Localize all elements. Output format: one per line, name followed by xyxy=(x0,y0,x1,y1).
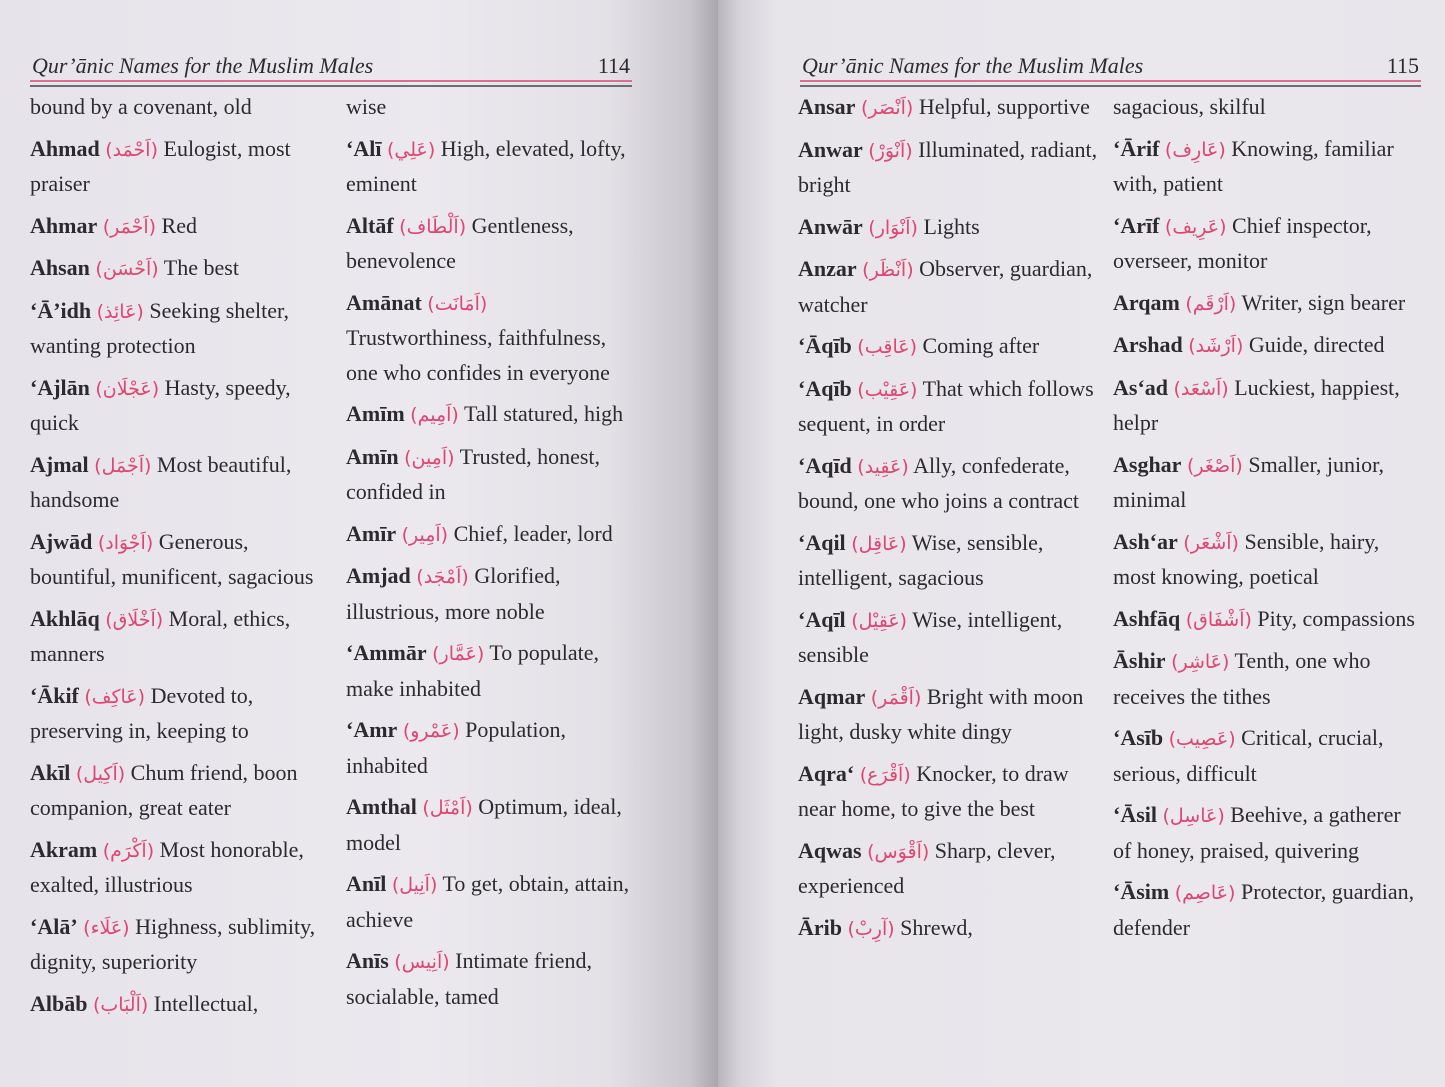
entry-definition: Knocker, to draw near home, to give the best xyxy=(798,760,1069,821)
entry-arabic: (اَشْفَاق) xyxy=(1185,608,1252,631)
left-page xyxy=(0,0,718,1087)
entry-definition: Most honorable, exalted, illustrious xyxy=(30,836,304,897)
entry-arabic: (عَصِيب) xyxy=(1168,728,1236,750)
entry-arabic: (اَمَانَت) xyxy=(427,292,488,315)
dictionary-entry xyxy=(30,987,340,1023)
dictionary-entry xyxy=(1113,371,1423,441)
entry-arabic: (عَرِيف) xyxy=(1164,215,1227,238)
right-page xyxy=(718,0,1445,1087)
dictionary-entry xyxy=(798,680,1108,750)
entry-name: As‘ad xyxy=(1113,374,1169,400)
entry-name: Ahsan xyxy=(30,255,90,280)
entry-arabic: (عَاسِل) xyxy=(1162,805,1225,827)
dictionary-entry xyxy=(30,251,340,287)
entry-arabic: (عَقِيد) xyxy=(857,455,909,478)
entry-name: Altāf xyxy=(346,212,394,238)
entry-arabic: (اَمِين) xyxy=(404,446,455,469)
entry-arabic: (اَجْوَاد) xyxy=(97,531,154,554)
dictionary-entry xyxy=(798,252,1108,322)
entry-name: Anīl xyxy=(346,871,387,896)
entry-arabic: (اَنْظَر) xyxy=(862,259,914,281)
entry-name: ‘Āsil xyxy=(1113,802,1157,827)
entry-name: Aqra‘ xyxy=(798,760,855,786)
running-head xyxy=(32,48,630,80)
dictionary-entry xyxy=(346,559,636,629)
entry-definition: Wise, intelligent, sensible xyxy=(798,606,1063,667)
entry-arabic: (عَلِي) xyxy=(386,138,436,161)
entry-definition: Bright with moon light, dusky white dingy xyxy=(798,683,1084,744)
dictionary-entry xyxy=(798,372,1108,442)
entry-definition: Generous, bountiful, munificent, sagacious xyxy=(30,528,314,589)
entry-arabic: (اَكِيل) xyxy=(75,762,126,785)
entry-definition: Writer, sign bearer xyxy=(1241,289,1406,315)
entry-arabic: (عَمَّار) xyxy=(432,643,485,665)
entry-arabic: (عَجْلَان) xyxy=(95,377,160,400)
entry-definition: Chum friend, boon companion, great eater xyxy=(30,759,298,820)
dictionary-entry xyxy=(798,526,1108,596)
dictionary-entry xyxy=(30,209,340,245)
entry-arabic: (اَلْطَاف) xyxy=(399,215,467,238)
entry-definition: Ally, confederate, bound, one who joins a contract xyxy=(798,452,1080,513)
page-number: 114 xyxy=(597,53,630,78)
column xyxy=(346,90,636,1021)
entry-name: Akīl xyxy=(30,759,71,785)
column xyxy=(1113,90,1423,952)
dictionary-entry xyxy=(1113,602,1423,638)
entry-definition: Chief inspector, overseer, monitor xyxy=(1113,212,1372,273)
dictionary-entry xyxy=(30,525,340,595)
entry-definition: Population, inhabited xyxy=(346,717,566,778)
entry-name: Amānat xyxy=(346,289,422,315)
dictionary-entry xyxy=(798,329,1108,365)
entry-name: Amīm xyxy=(346,401,405,426)
entry-arabic: (اَمِير) xyxy=(401,523,449,546)
entry-definition: Pity, compassions xyxy=(1257,605,1415,631)
dictionary-entry xyxy=(30,371,340,441)
entry-name: Ajmal xyxy=(30,451,89,477)
entry-definition: Guide, directed xyxy=(1248,332,1385,357)
entry-definition: Red xyxy=(161,212,197,238)
entry-arabic: (اَمِيم) xyxy=(410,404,459,426)
entry-name: Ansar xyxy=(798,94,856,119)
entry-name: ‘Aqīl xyxy=(798,606,846,632)
entry-arabic: (اَنِيس) xyxy=(394,951,450,973)
entry-definition: To populate, make inhabited xyxy=(346,640,600,701)
header-rule-gray xyxy=(800,85,1421,87)
entry-arabic: (اَمْثَل) xyxy=(422,797,473,819)
dictionary-entry xyxy=(346,790,636,860)
dictionary-entry xyxy=(1113,721,1423,791)
entry-arabic: (عَارِف) xyxy=(1164,138,1226,161)
entry-arabic: (عَائِذ) xyxy=(96,300,144,323)
dictionary-entry xyxy=(798,911,1108,947)
dictionary-entry xyxy=(30,756,340,826)
entry-definition: The best xyxy=(163,255,239,280)
dictionary-entry xyxy=(1113,209,1423,279)
entry-name: Ajwād xyxy=(30,528,93,554)
entry-arabic: (عَمْرو) xyxy=(402,720,460,742)
entry-arabic: (اَشْعَر) xyxy=(1183,531,1239,554)
entry-arabic: (اَحْمَد) xyxy=(105,138,158,161)
entry-name: Albāb xyxy=(30,990,88,1016)
entry-name: ‘Aqīd xyxy=(798,452,852,478)
dictionary-entry xyxy=(346,286,636,391)
dictionary-entry xyxy=(1113,525,1423,595)
entry-definition: Protector, guardian, defender xyxy=(1113,879,1415,940)
entry-arabic: (اَلْبَاب) xyxy=(92,993,149,1016)
dictionary-entry xyxy=(798,834,1108,904)
entry-definition: Tenth, one who receives the tithes xyxy=(1113,648,1371,709)
entry-definition: High, elevated, lofty, eminent xyxy=(346,135,626,196)
column xyxy=(798,90,1108,953)
dictionary-entry xyxy=(30,132,340,202)
entry-definition: Observer, guardian, watcher xyxy=(798,256,1093,317)
entry-name: Arshad xyxy=(1113,332,1183,357)
entry-name: Anwār xyxy=(798,213,863,239)
header-rule-pink xyxy=(800,80,1421,82)
dictionary-entry xyxy=(30,910,340,980)
entry-name: Akram xyxy=(30,836,98,862)
entry-definition: Most beautiful, handsome xyxy=(30,451,292,512)
dictionary-entry xyxy=(30,602,340,672)
entry-name: Ahmar xyxy=(30,212,98,238)
entry-name: Ahmad xyxy=(30,135,100,161)
entry-name: ‘Ākif xyxy=(30,682,79,708)
dictionary-entry xyxy=(346,944,636,1014)
entry-definition: Illuminated, radiant, bright xyxy=(798,136,1098,197)
dictionary-entry xyxy=(346,517,636,553)
entry-arabic: (اَمْجَد) xyxy=(416,566,469,588)
entry-arabic: (اَجْمَل) xyxy=(94,454,152,477)
entry-arabic: (اَكْرَم) xyxy=(102,839,155,862)
header-rule-gray xyxy=(30,85,632,87)
entry-name: ‘Ā’idh xyxy=(30,297,92,323)
entry-name: Anīs xyxy=(346,948,389,973)
entry-arabic: (عَاشِر) xyxy=(1171,651,1230,673)
entry-name: Ārib xyxy=(798,914,842,940)
entry-definition: Gentleness, benevolence xyxy=(346,212,574,273)
entry-name: ‘Āqīb xyxy=(798,333,852,358)
entry-definition: Sharp, clever, experienced xyxy=(798,837,1056,898)
entry-name: Akhlāq xyxy=(30,605,100,631)
header-rule-pink xyxy=(30,80,632,82)
entry-arabic: (عَلَاء) xyxy=(83,916,130,939)
entry-arabic: (عَقِيْل) xyxy=(851,609,908,632)
entry-arabic: (عَاكِف) xyxy=(84,685,146,708)
entry-name: ‘Ammār xyxy=(346,640,427,665)
dictionary-entry xyxy=(1113,132,1423,202)
entry-definition: Helpful, supportive xyxy=(918,94,1090,119)
dictionary-entry xyxy=(346,867,636,937)
dictionary-entry xyxy=(1113,286,1423,322)
continuation-text: sagacious, skilful xyxy=(1113,94,1266,119)
continuation-text: bound by a covenant, old xyxy=(30,94,252,119)
entry-name: Anwar xyxy=(798,136,863,162)
dictionary-entry xyxy=(30,448,340,518)
entry-name: ‘Ajlān xyxy=(30,374,90,400)
running-head-title: Qur’ānic Names for the Muslim Males xyxy=(32,53,374,78)
entry-name: Ash‘ar xyxy=(1113,528,1178,554)
entry-definition: Glorified, illustrious, more noble xyxy=(346,563,561,624)
dictionary-entry xyxy=(1113,328,1423,364)
entry-arabic: (اَرْشَد) xyxy=(1188,335,1244,357)
entry-name: Amjad xyxy=(346,563,411,588)
entry-name: Āshir xyxy=(1113,648,1166,673)
entry-name: ‘Aqīb xyxy=(798,375,852,401)
dictionary-entry xyxy=(30,294,340,364)
entry-arabic: (اَنْصَر) xyxy=(860,97,914,119)
entry-name: ‘Arīf xyxy=(1113,212,1160,238)
entry-name: Amīr xyxy=(346,520,397,546)
entry-name: ‘Asīb xyxy=(1113,725,1164,750)
running-head xyxy=(802,48,1419,80)
dictionary-entry xyxy=(1113,644,1423,714)
entry-arabic: (عَقِيْب) xyxy=(857,378,918,401)
entry-name: ‘Alī xyxy=(346,135,382,161)
entry-arabic: (اَحْسَن) xyxy=(95,258,159,280)
dictionary-entry xyxy=(798,90,1108,126)
entry-definition: Knowing, familiar with, patient xyxy=(1113,135,1394,196)
entry-definition: Trusted, honest, confided in xyxy=(346,443,601,504)
entry-name: Aqwas xyxy=(798,837,862,863)
entry-name: Aqmar xyxy=(798,683,866,709)
entry-arabic: (عَاقِب) xyxy=(857,336,917,358)
entry-definition: Tall statured, high xyxy=(463,401,624,426)
entry-name: ‘Alā’ xyxy=(30,913,78,939)
entry-definition: Optimum, ideal, model xyxy=(346,794,622,855)
entry-definition: Intellectual, xyxy=(153,990,259,1016)
entry-arabic: (اَنِيل) xyxy=(391,874,438,896)
dictionary-entry xyxy=(798,133,1108,203)
entry-arabic: (عَاصِم) xyxy=(1174,882,1236,904)
continuation-text: wise xyxy=(346,94,387,119)
running-head-title: Qur’ānic Names for the Muslim Males xyxy=(802,53,1144,78)
entry-arabic: (اَنْوَار) xyxy=(868,216,918,239)
entry-definition: Coming after xyxy=(922,333,1040,358)
entry-arabic: (اَرْقَم) xyxy=(1185,292,1237,315)
entry-definition: Highness, sublimity, dignity, superiority xyxy=(30,913,316,974)
entry-arabic: (اَنْوَرْ) xyxy=(868,139,913,162)
entry-arabic: (اَصْغَر) xyxy=(1186,454,1243,477)
dictionary-entry xyxy=(798,210,1108,246)
entry-definition: Critical, crucial, serious, difficult xyxy=(1113,725,1384,786)
entry-definition: To get, obtain, attain, achieve xyxy=(346,871,630,932)
entry-arabic: (عَاقِل) xyxy=(851,532,907,555)
column xyxy=(30,90,340,1029)
dictionary-entry xyxy=(346,636,636,706)
entry-definition: Moral, ethics, manners xyxy=(30,605,291,666)
entry-arabic: (اَقْوَس) xyxy=(867,840,930,863)
entry-definition: Sensible, hairy, most knowing, poetical xyxy=(1113,528,1380,589)
entry-definition: Chief, leader, lord xyxy=(453,520,613,546)
entry-definition: Seeking shelter, wanting protection xyxy=(30,297,289,358)
dictionary-entry xyxy=(346,397,636,433)
entry-definition: Beehive, a gatherer of honey, praised, quivering xyxy=(1113,802,1401,863)
dictionary-entry xyxy=(346,713,636,783)
entry-definition: Smaller, junior, minimal xyxy=(1113,451,1385,512)
dictionary-entry xyxy=(346,132,636,202)
entry-arabic: (آرِبْ) xyxy=(847,917,895,940)
entry-arabic: (اَقْمَر) xyxy=(870,686,922,709)
entry-name: Arqam xyxy=(1113,289,1180,315)
entry-arabic: (اَحْمَر) xyxy=(102,215,157,238)
entry-arabic: (اَقْرَع) xyxy=(859,763,911,786)
dictionary-entry xyxy=(30,833,340,903)
entry-definition: Devoted to, preserving in, keeping to xyxy=(30,682,254,743)
entry-name: Ashfāq xyxy=(1113,605,1181,631)
entry-arabic: (اَخْلَاق) xyxy=(105,608,164,631)
entry-definition: Hasty, speedy, quick xyxy=(30,374,291,435)
dictionary-entry xyxy=(798,757,1108,827)
entry-name: Asghar xyxy=(1113,451,1182,477)
entry-name: Amīn xyxy=(346,443,399,469)
dictionary-entry xyxy=(30,679,340,749)
dictionary-entry xyxy=(798,603,1108,673)
page-number: 115 xyxy=(1386,53,1419,78)
dictionary-entry xyxy=(1113,798,1423,868)
entry-definition: Intimate friend, socialable, tamed xyxy=(346,948,592,1009)
dictionary-entry xyxy=(1113,448,1423,518)
entry-definition: Lights xyxy=(923,213,980,239)
entry-arabic: (اَسْعَد) xyxy=(1173,377,1229,400)
entry-name: ‘Ārif xyxy=(1113,135,1160,161)
entry-definition: Shrewd, xyxy=(900,914,973,940)
dictionary-entry xyxy=(346,440,636,510)
entry-name: Amthal xyxy=(346,794,417,819)
dictionary-entry xyxy=(1113,875,1423,945)
entry-name: ‘Aqil xyxy=(798,529,846,555)
entry-name: ‘Āsim xyxy=(1113,879,1170,904)
dictionary-entry xyxy=(798,449,1108,519)
entry-definition: That which follows sequent, in order xyxy=(798,375,1094,436)
entry-definition: Eulogist, most praiser xyxy=(30,135,291,196)
entry-definition: Wise, sensible, intelligent, sagacious xyxy=(798,529,1044,590)
dictionary-entry xyxy=(346,209,636,279)
entry-definition: Trustworthiness, faithfulness, one who confides in everyone xyxy=(346,325,610,385)
entry-name: ‘Amr xyxy=(346,717,398,742)
entry-name: Anzar xyxy=(798,256,857,281)
entry-definition: Luckiest, happiest, helpr xyxy=(1113,374,1400,435)
